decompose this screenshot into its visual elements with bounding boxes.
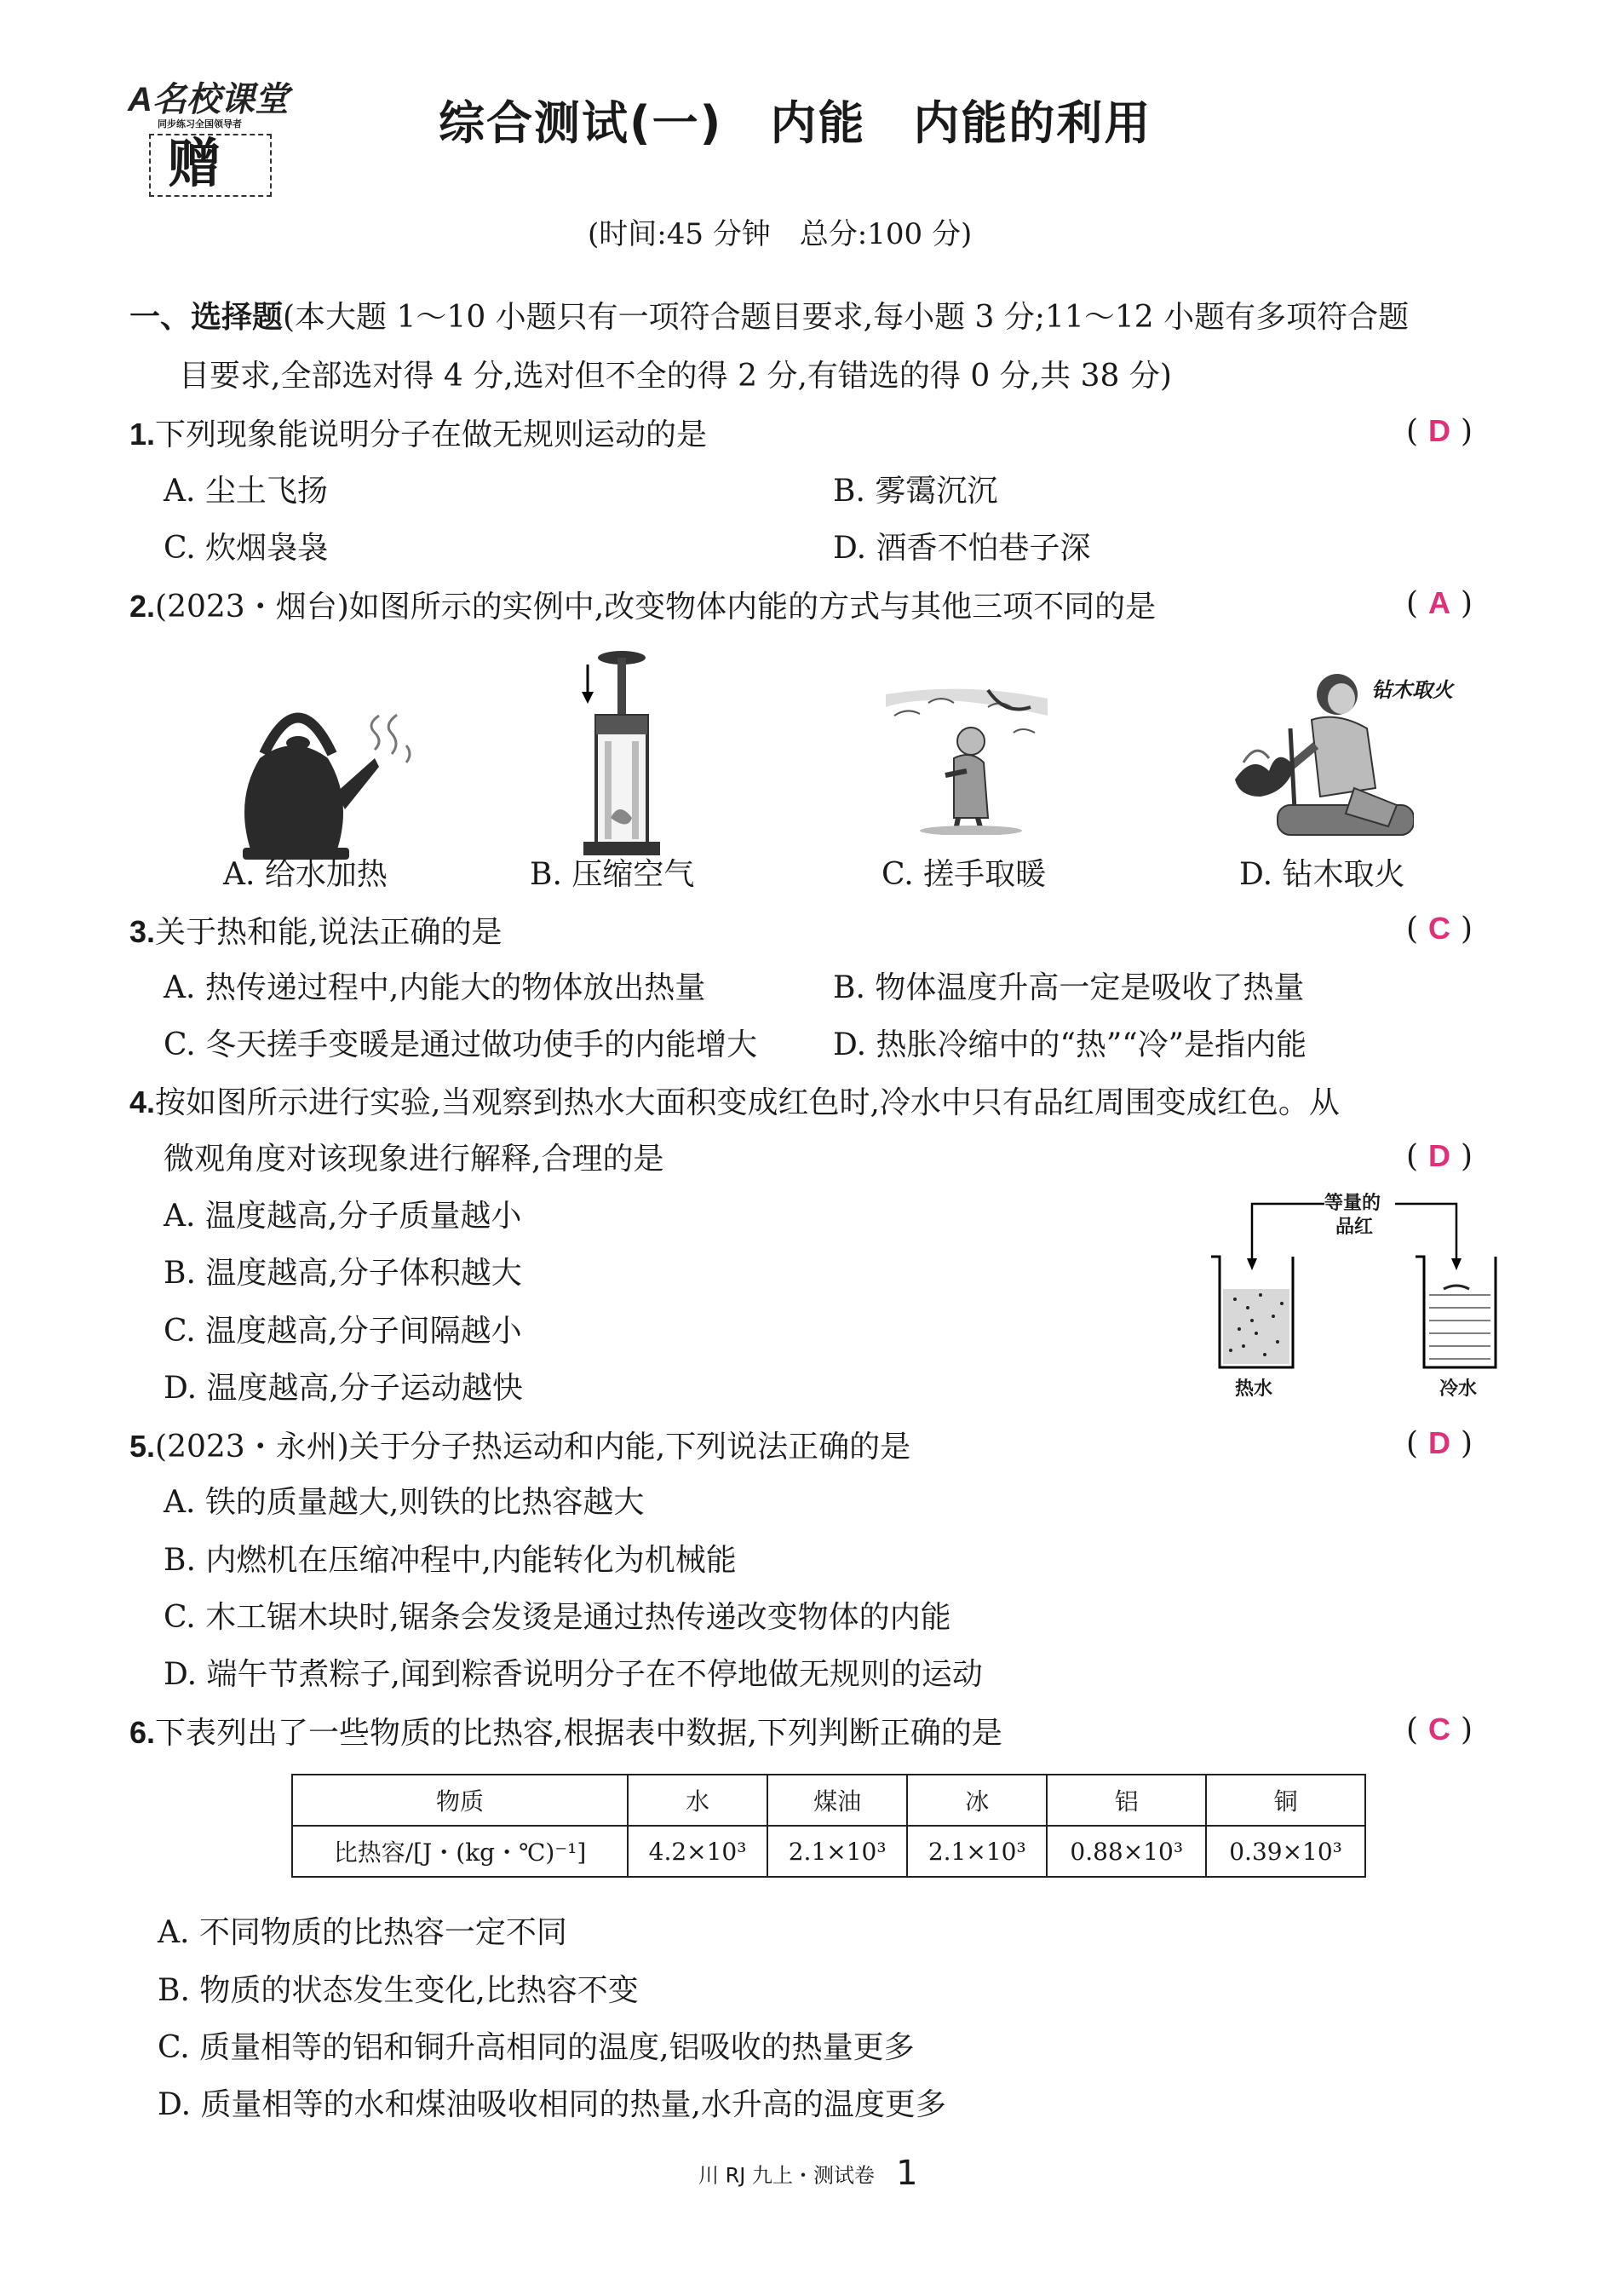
option-b: B. 物质的状态发生变化,比热容不变 (158, 1973, 639, 2008)
option-c: C. 质量相等的铝和铜升高相同的温度,铝吸收的热量更多 (158, 2030, 915, 2065)
answer-box-6: ( C ) (1388, 1709, 1490, 1751)
page-number: 1 (896, 2154, 918, 2193)
page-title: 综合测试(一) 内能 内能的利用 (439, 96, 1152, 150)
option-c: C. 搓手取暖 (882, 857, 1047, 892)
hot-water-label: 热水 (1235, 1378, 1273, 1400)
publisher-logo (128, 72, 307, 200)
table-cell: 0.88×10³ (1047, 1826, 1206, 1877)
option-d: D. 质量相等的水和煤油吸收相同的热量,水升高的温度更多 (158, 2087, 946, 2122)
section-intro-line2: 目要求,全部选对得 4 分,选对但不全的得 2 分,有错选的得 0 分,共 38 分) (179, 359, 1172, 394)
footer-text: 川 RJ 九上・测试卷 (698, 2163, 876, 2188)
option-b: B. 温度越高,分子体积越大 (164, 1256, 522, 1291)
table-cell: 2.1×10³ (767, 1826, 907, 1877)
air-compression-syringe-illustration (575, 647, 669, 860)
option-b: B. 物体温度升高一定是吸收了热量 (833, 970, 1305, 1005)
option-d: D. 酒香不怕巷子深 (833, 531, 1091, 566)
logo-tagline: 同步练习全国领导者 (158, 118, 242, 129)
table-cell: 2.1×10³ (907, 1826, 1047, 1877)
table-header-row (292, 1775, 1365, 1826)
section-intro-line1 (129, 296, 1409, 338)
answer-letter: D (1428, 1425, 1450, 1460)
question-number: 4. (129, 1085, 156, 1119)
cold-water-label: 冷水 (1439, 1378, 1478, 1400)
question-number: 1. (129, 417, 156, 452)
option-d: D. 端午节煮粽子,闻到粽香说明分子在不停地做无规则的运动 (164, 1657, 983, 1692)
option-b: B. 内燃机在压缩冲程中,内能转化为机械能 (164, 1543, 737, 1578)
section-intro: (本大题 1～10 小题只有一项符合题目要求,每小题 3 分;11～12 小题有多项符合题 (283, 300, 1410, 335)
figure-label-top1: 等量的 (1324, 1193, 1381, 1214)
question-number: 3. (129, 914, 156, 949)
question-2 (129, 586, 1156, 628)
option-d: D. 温度越高,分子运动越快 (164, 1371, 523, 1406)
option-d: D. 热胀冷缩中的“热”“冷”是指内能 (833, 1027, 1307, 1062)
question-6 (129, 1712, 1002, 1754)
page-footer (698, 2154, 918, 2193)
answer-letter: A (1428, 585, 1450, 620)
option-c: C. 木工锯木块时,锯条会发烫是通过热传递改变物体的内能 (164, 1600, 951, 1635)
exam-info: (时间:45 分钟 总分:100 分) (588, 217, 973, 251)
option-d: D. 钻木取火 (1239, 857, 1405, 892)
question-4 (129, 1082, 1340, 1124)
option-a: A. 给水加热 (223, 857, 388, 892)
logo-text: A名校课堂 (128, 81, 289, 118)
answer-box-1: ( D ) (1388, 411, 1490, 452)
kettle-illustration (226, 673, 422, 865)
table-header-cell: 铝 (1047, 1775, 1206, 1826)
table-header-cell: 水 (628, 1775, 767, 1826)
gift-badge (149, 134, 272, 197)
option-a: A. 热传递过程中,内能大的物体放出热量 (164, 970, 706, 1005)
figure-label-top2: 品红 (1335, 1217, 1374, 1238)
question-stem: (2023・烟台)如图所示的实例中,改变物体内能的方式与其他三项不同的是 (155, 590, 1157, 624)
question-stem: 下列现象能说明分子在做无规则运动的是 (155, 417, 708, 452)
question-number: 5. (129, 1429, 156, 1464)
option-c: C. 冬天搓手变暖是通过做功使手的内能增大 (164, 1027, 758, 1062)
table-row-label: 比热容/[J・(kg・℃)⁻¹] (292, 1826, 628, 1877)
drilling-wood-fire-illustration (1226, 660, 1414, 852)
table-header-cell: 煤油 (767, 1775, 907, 1826)
table-header-cell: 铜 (1206, 1775, 1365, 1826)
table-cell: 0.39×10³ (1206, 1826, 1365, 1877)
question-stem: 下表列出了一些物质的比热容,根据表中数据,下列判断正确的是 (155, 1716, 1002, 1751)
question-stem: 关于热和能,说法正确的是 (155, 915, 502, 950)
option-c: C. 炊烟袅袅 (164, 531, 329, 566)
question-3 (129, 912, 502, 953)
answer-box-5: ( D ) (1388, 1423, 1490, 1464)
answer-box-2: ( A ) (1388, 583, 1490, 624)
question-stem: 按如图所示进行实验,当观察到热水大面积变成红色时,冷水中只有品红周围变成红色。从 (155, 1085, 1340, 1120)
option-b: B. 雾霭沉沉 (833, 474, 998, 509)
option-b: B. 压缩空气 (530, 857, 695, 892)
option-a: A. 铁的质量越大,则铁的比热容越大 (164, 1485, 645, 1520)
beakers-diagram (1201, 1188, 1499, 1376)
table-header-cell: 冰 (907, 1775, 1047, 1826)
gift-badge-text: 赠 (168, 132, 221, 194)
table-row (292, 1826, 1365, 1877)
answer-letter: D (1428, 1138, 1450, 1173)
table-header-cell: 物质 (292, 1775, 628, 1826)
answer-letter: C (1428, 1712, 1450, 1746)
drill-fire-label: 钻木取火 (1371, 678, 1453, 702)
question-5 (129, 1426, 910, 1468)
answer-letter: D (1428, 413, 1450, 448)
question-number: 6. (129, 1715, 156, 1750)
option-a: A. 温度越高,分子质量越小 (164, 1199, 522, 1234)
answer-letter: C (1428, 911, 1450, 946)
specific-heat-table (291, 1774, 1366, 1878)
question-4-stem-cont: 微观角度对该现象进行解释,合理的是 (164, 1142, 664, 1177)
rubbing-hands-illustration (886, 682, 1048, 835)
option-a: A. 尘土飞扬 (164, 474, 328, 509)
question-stem: (2023・永州)关于分子热运动和内能,下列说法正确的是 (155, 1430, 911, 1464)
beaker-experiment-figure (1201, 1188, 1499, 1401)
option-a: A. 不同物质的比热容一定不同 (158, 1915, 567, 1950)
table-cell: 4.2×10³ (628, 1826, 767, 1877)
option-c: C. 温度越高,分子间隔越小 (164, 1314, 522, 1349)
answer-box-3: ( C ) (1388, 908, 1490, 950)
question-1 (129, 414, 707, 456)
question-number: 2. (129, 589, 156, 624)
section-heading: 一、选择题 (129, 299, 284, 334)
answer-box-4: ( D ) (1388, 1136, 1490, 1177)
